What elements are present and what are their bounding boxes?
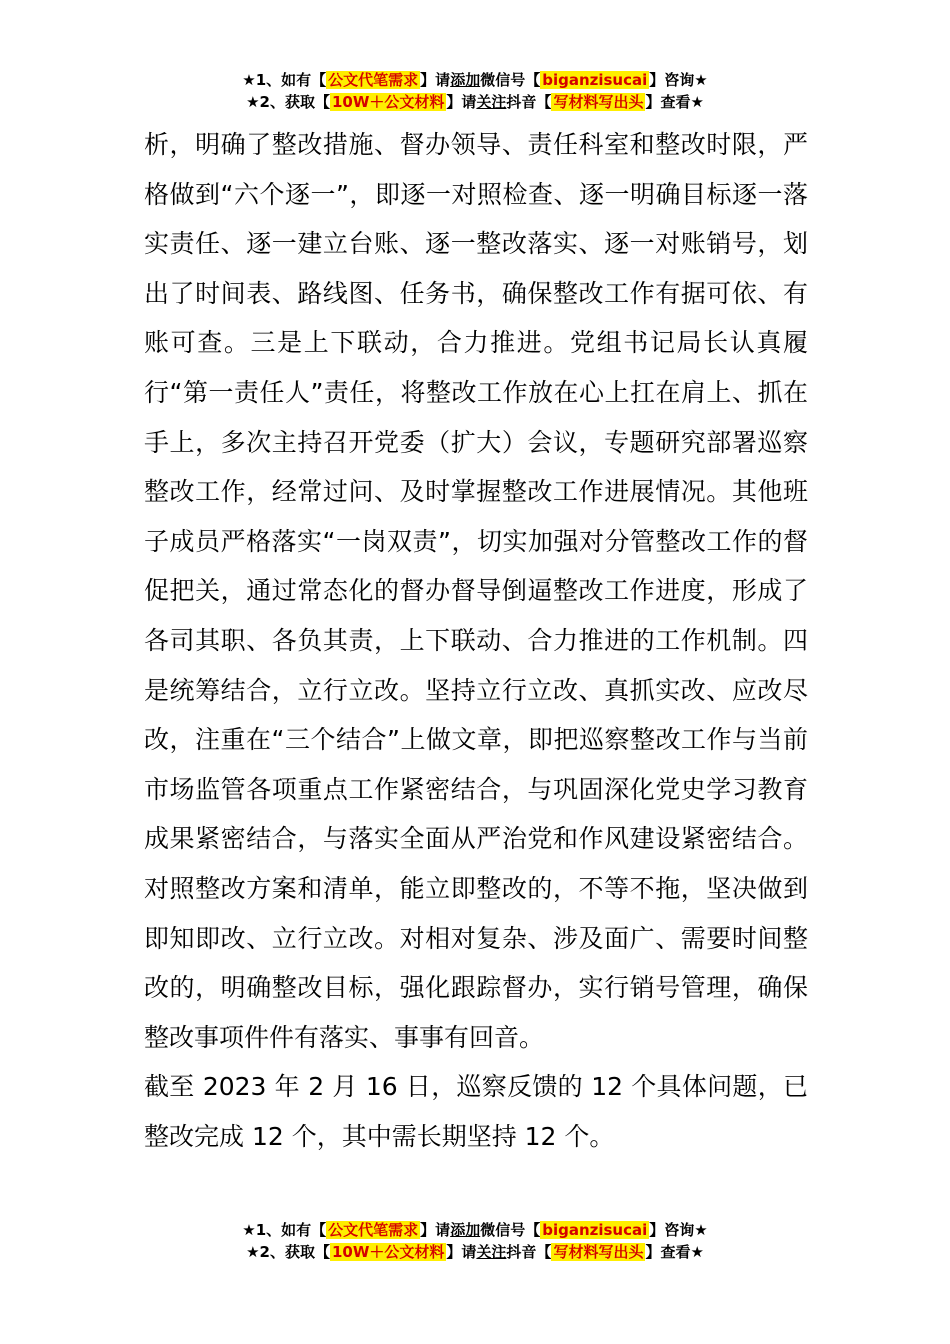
banner-text: 】请 [446, 1243, 477, 1261]
highlight-materials: 10W＋公文材料 [331, 1243, 445, 1261]
body-paragraph-1: 析，明确了整改措施、督办领导、责任科室和整改时限，严格做到“六个逐一”，即逐一对照检查、逐一明确目标逐一落实责任、逐一建立台账、逐一整改落实、逐一对账销号，划出了时间表、路线图、任务书，确保整改工作有据可依、有账可查。三是上下联动，合力推进。党组书记局长认真履行“第一责任人”责任，将整改工作放在心上扛在肩上、抓在手上，多次主持召开党委（扩大）会议，专题研究部署巡察整改工作，经常过问、及时掌握整改工作进展情况。其他班子成员严格落实“一岗双责”，切实加强对分管整改工作的督促把关，通过常态化的督办督导倒逼整改工作进度，形成了各司其职、各负其责，上下联动、合力推进的工作机制。四是统筹结合，立行立改。坚持立行立改、真抓实改、应改尽改，注重在“三个结合”上做文章，即把巡察整改工作与当前市场监管各项重点工作紧密结合，与巩固深化党史学习教育成果紧密结合，与落实全面从严治党和作风建设紧密结合。对照整改方案和清单，能立即整改的，不等不拖，坚决做到即知即改、立行立改。对相对复杂、涉及面广、需要时间整改的，明确整改目标，强化跟踪督办，实行销号管理，确保整改事项件件有落实、事事有回音。 [144, 130, 808, 1052]
banner-line-2 [0, 91, 950, 113]
banner-line-1 [0, 1219, 950, 1241]
highlight-douyin: 写材料写出头 [553, 93, 644, 111]
banner-text: 】咨询★ [649, 1221, 708, 1239]
banner-text: ★1、如有【 [242, 1221, 327, 1239]
banner-text: 微信号【 [480, 71, 541, 89]
banner-text: 】查看★ [645, 93, 704, 111]
banner-text: 微信号【 [480, 1221, 541, 1239]
highlight-douyin: 写材料写出头 [553, 1243, 644, 1261]
banner-text: 】请 [446, 93, 477, 111]
banner-text: ★2、获取【 [246, 93, 330, 111]
banner-line-1 [0, 69, 950, 91]
banner-underline: 关注 [476, 93, 507, 111]
banner-underline: 添加 [450, 71, 481, 89]
banner-text: 抖音【 [506, 1243, 552, 1261]
highlight-service: 公文代笔需求 [328, 1221, 419, 1239]
document-body [144, 120, 808, 1161]
banner-underline: 关注 [476, 1243, 507, 1261]
highlight-materials: 10W＋公文材料 [331, 93, 445, 111]
banner-underline: 添加 [450, 1221, 481, 1239]
banner-text: 】查看★ [645, 1243, 704, 1261]
banner-text: 】请 [420, 71, 451, 89]
body-paragraph-2: 截至 2023 年 2 月 16 日，巡察反馈的 12 个具体问题，已整改完成 12 个，其中需长期坚持 12 个。 [144, 1072, 808, 1151]
highlight-wechat-id: biganzisucai [542, 71, 648, 89]
highlight-wechat-id: biganzisucai [542, 1221, 648, 1239]
header-banner [0, 69, 950, 113]
footer-banner [0, 1219, 950, 1263]
banner-text: 】请 [420, 1221, 451, 1239]
banner-text: 】咨询★ [649, 71, 708, 89]
highlight-service: 公文代笔需求 [328, 71, 419, 89]
banner-text: ★1、如有【 [242, 71, 327, 89]
banner-text: ★2、获取【 [246, 1243, 330, 1261]
banner-line-2 [0, 1241, 950, 1263]
banner-text: 抖音【 [506, 93, 552, 111]
